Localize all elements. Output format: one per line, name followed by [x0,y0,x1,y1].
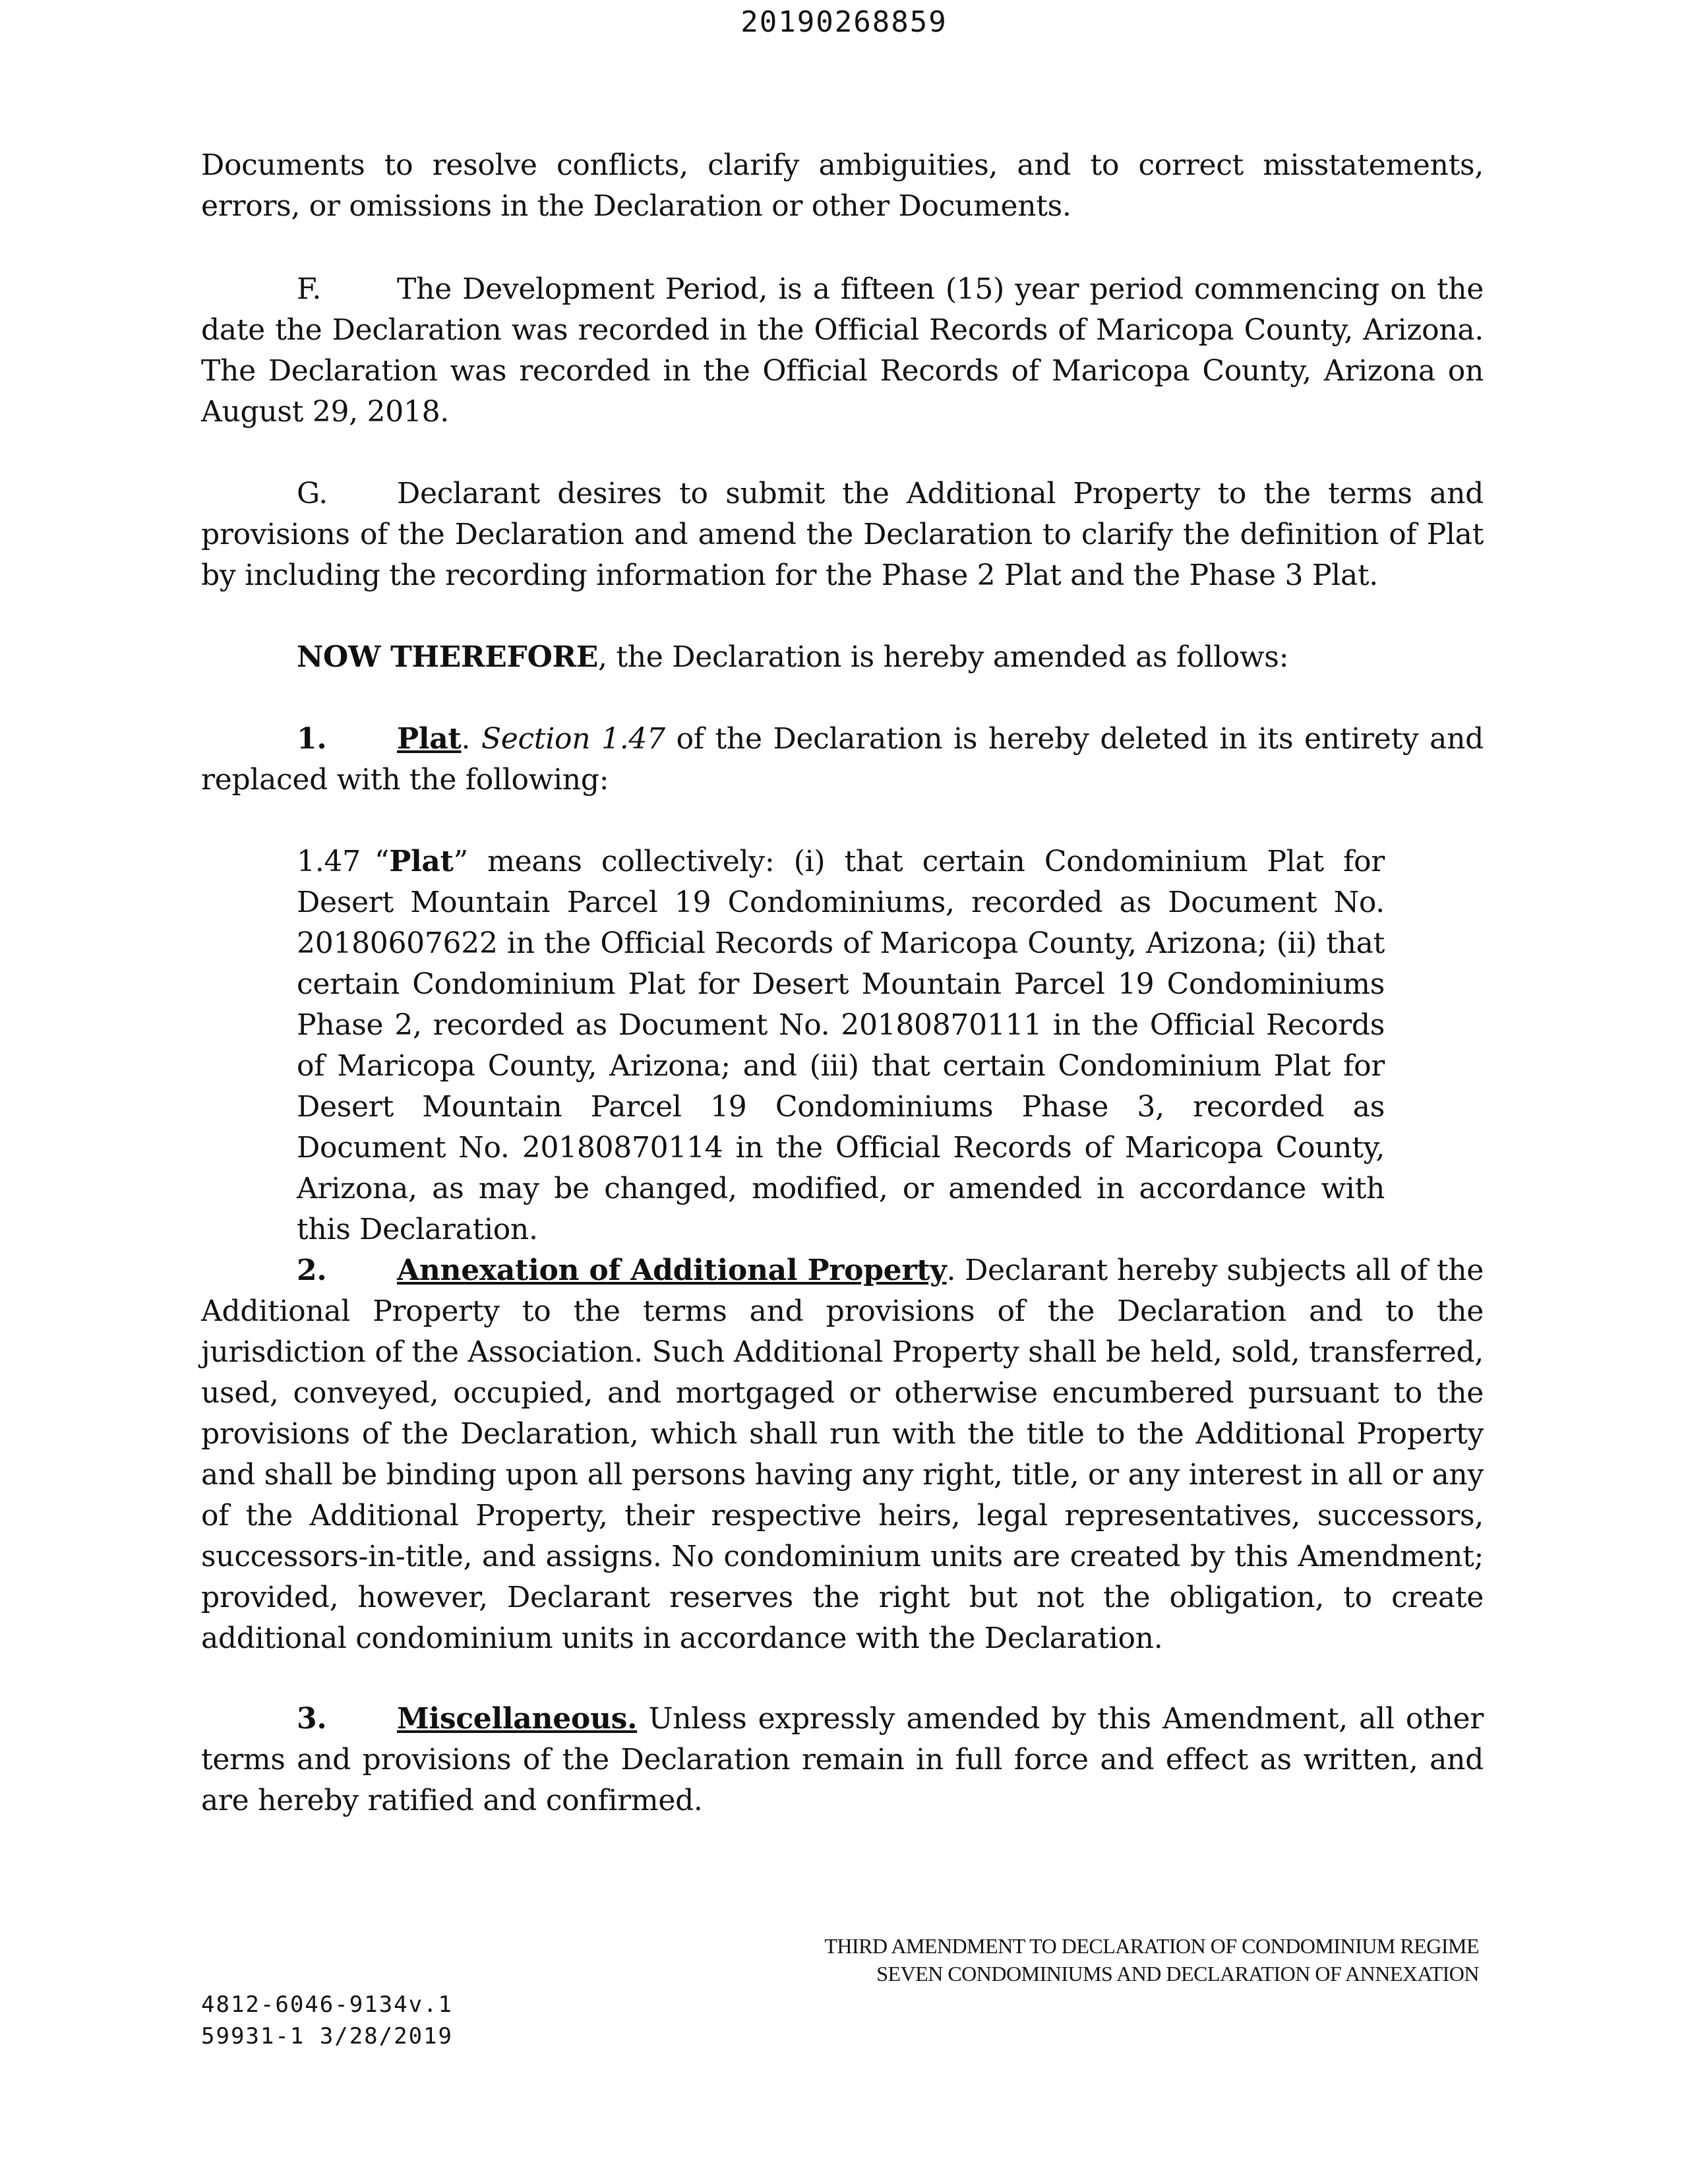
footer-document-id [201,1989,453,2052]
section-title: Plat [397,722,462,756]
footer-title-line: SEVEN CONDOMINIUMS AND DECLARATION OF ANNEXATION [876,1962,1479,1986]
recital-label: G. [297,477,328,510]
close-quote: ” [453,845,468,878]
footer-document-title [725,1932,1479,1987]
recital-text: The Development Period, is a fifteen (15) year period commencing on the date the Declaration was recorded in the Official Records of Maricopa County, Arizona. The Declaration was recorded in the Official Records of Maricopa County, Arizona on August 29, 2018. [201,272,1484,429]
footer-title-line: THIRD AMENDMENT TO DECLARATION OF CONDOMINIUM REGIME [824,1934,1479,1958]
section-3 [201,1699,1484,1821]
recital-f [201,269,1484,433]
section-2 [201,1250,1484,1659]
recital-label: F. [297,272,322,306]
definition-number: 1.47 [297,845,361,878]
section-number: 1. [297,722,327,756]
now-therefore-clause [201,637,1484,678]
paragraph-continuation [201,145,1484,227]
recital-g [201,473,1484,596]
section-text: of the Declaration is hereby deleted in its entirety and replaced with the following: [201,722,1484,797]
section-text: . Declarant hereby subjects all of the Additional Property to the terms and provisions of the Declaration and to the jurisdiction of the Association. Such Additional Property shall be held, sold, transferred, used, conveyed, occupied, and mortgaged or otherwise encumbered pursuant to the provisions of the Declaration, which shall run with the title to the Additional Property and shall be binding upon all persons having any right, title, or any interest in all or any of the Additional Property, their respective heirs, legal representatives, successors, successors-in-title, and assigns. No condominium units are created by this Amendment; provided, however, Declarant reserves the right but not the obligation, to create additional condominium units in accordance with the Declaration. [201,1254,1484,1655]
section-number: 2. [297,1254,327,1287]
section-text: Unless expressly amended by this Amendment, all other terms and provisions of the Declaration remain in full force and effect as written, and are hereby ratified and confirmed. [201,1702,1484,1817]
doc-id: 4812-6046-9134v.1 [201,1991,453,2018]
recording-number: 20190268859 [740,5,948,39]
section-reference: Section 1.47 [481,722,665,756]
paragraph-text: Documents to resolve conflicts, clarify ambiguities, and to correct misstatements, errors, or omissions in the Declaration or other Documents. [201,148,1484,223]
definition-text: means collectively: (i) that certain Condominium Plat for Desert Mountain Parcel 19 Condominiums, recorded as Document No. 20180607622 in the Official Records of Maricopa County, Arizona; (ii) that certain Condominium Plat for Desert Mountain Parcel 19 Condominiums Phase 2, recorded as Document No. 20180870111 in the Official Records of Maricopa County, Arizona; and (iii) that certain Condominium Plat for Desert Mountain Parcel 19 Condominiums Phase 3, recorded as Document No. 20180870114 in the Official Records of Maricopa County, Arizona, as may be changed, modified, or amended in accordance with this Declaration. [297,845,1385,1246]
section-separator: . [461,722,481,756]
recital-text: Declarant desires to submit the Additional Property to the terms and provisions of the Declaration and amend the Declaration to clarify the definition of Plat by including the recording information for the Phase 2 Plat and the Phase 3 Plat. [201,477,1484,592]
section-number: 3. [297,1702,327,1736]
section-title: Miscellaneous. [397,1702,638,1736]
open-quote: “ [375,845,390,878]
now-therefore-text: , the Declaration is hereby amended as follows: [598,640,1289,674]
section-title: Annexation of Additional Property [397,1254,947,1287]
now-therefore-heading: NOW THEREFORE [297,640,599,674]
section-1 [201,719,1484,801]
doc-ref: 59931-1 3/28/2019 [201,2023,453,2049]
plat-definition-block [297,841,1385,1250]
defined-term: Plat [389,845,454,878]
